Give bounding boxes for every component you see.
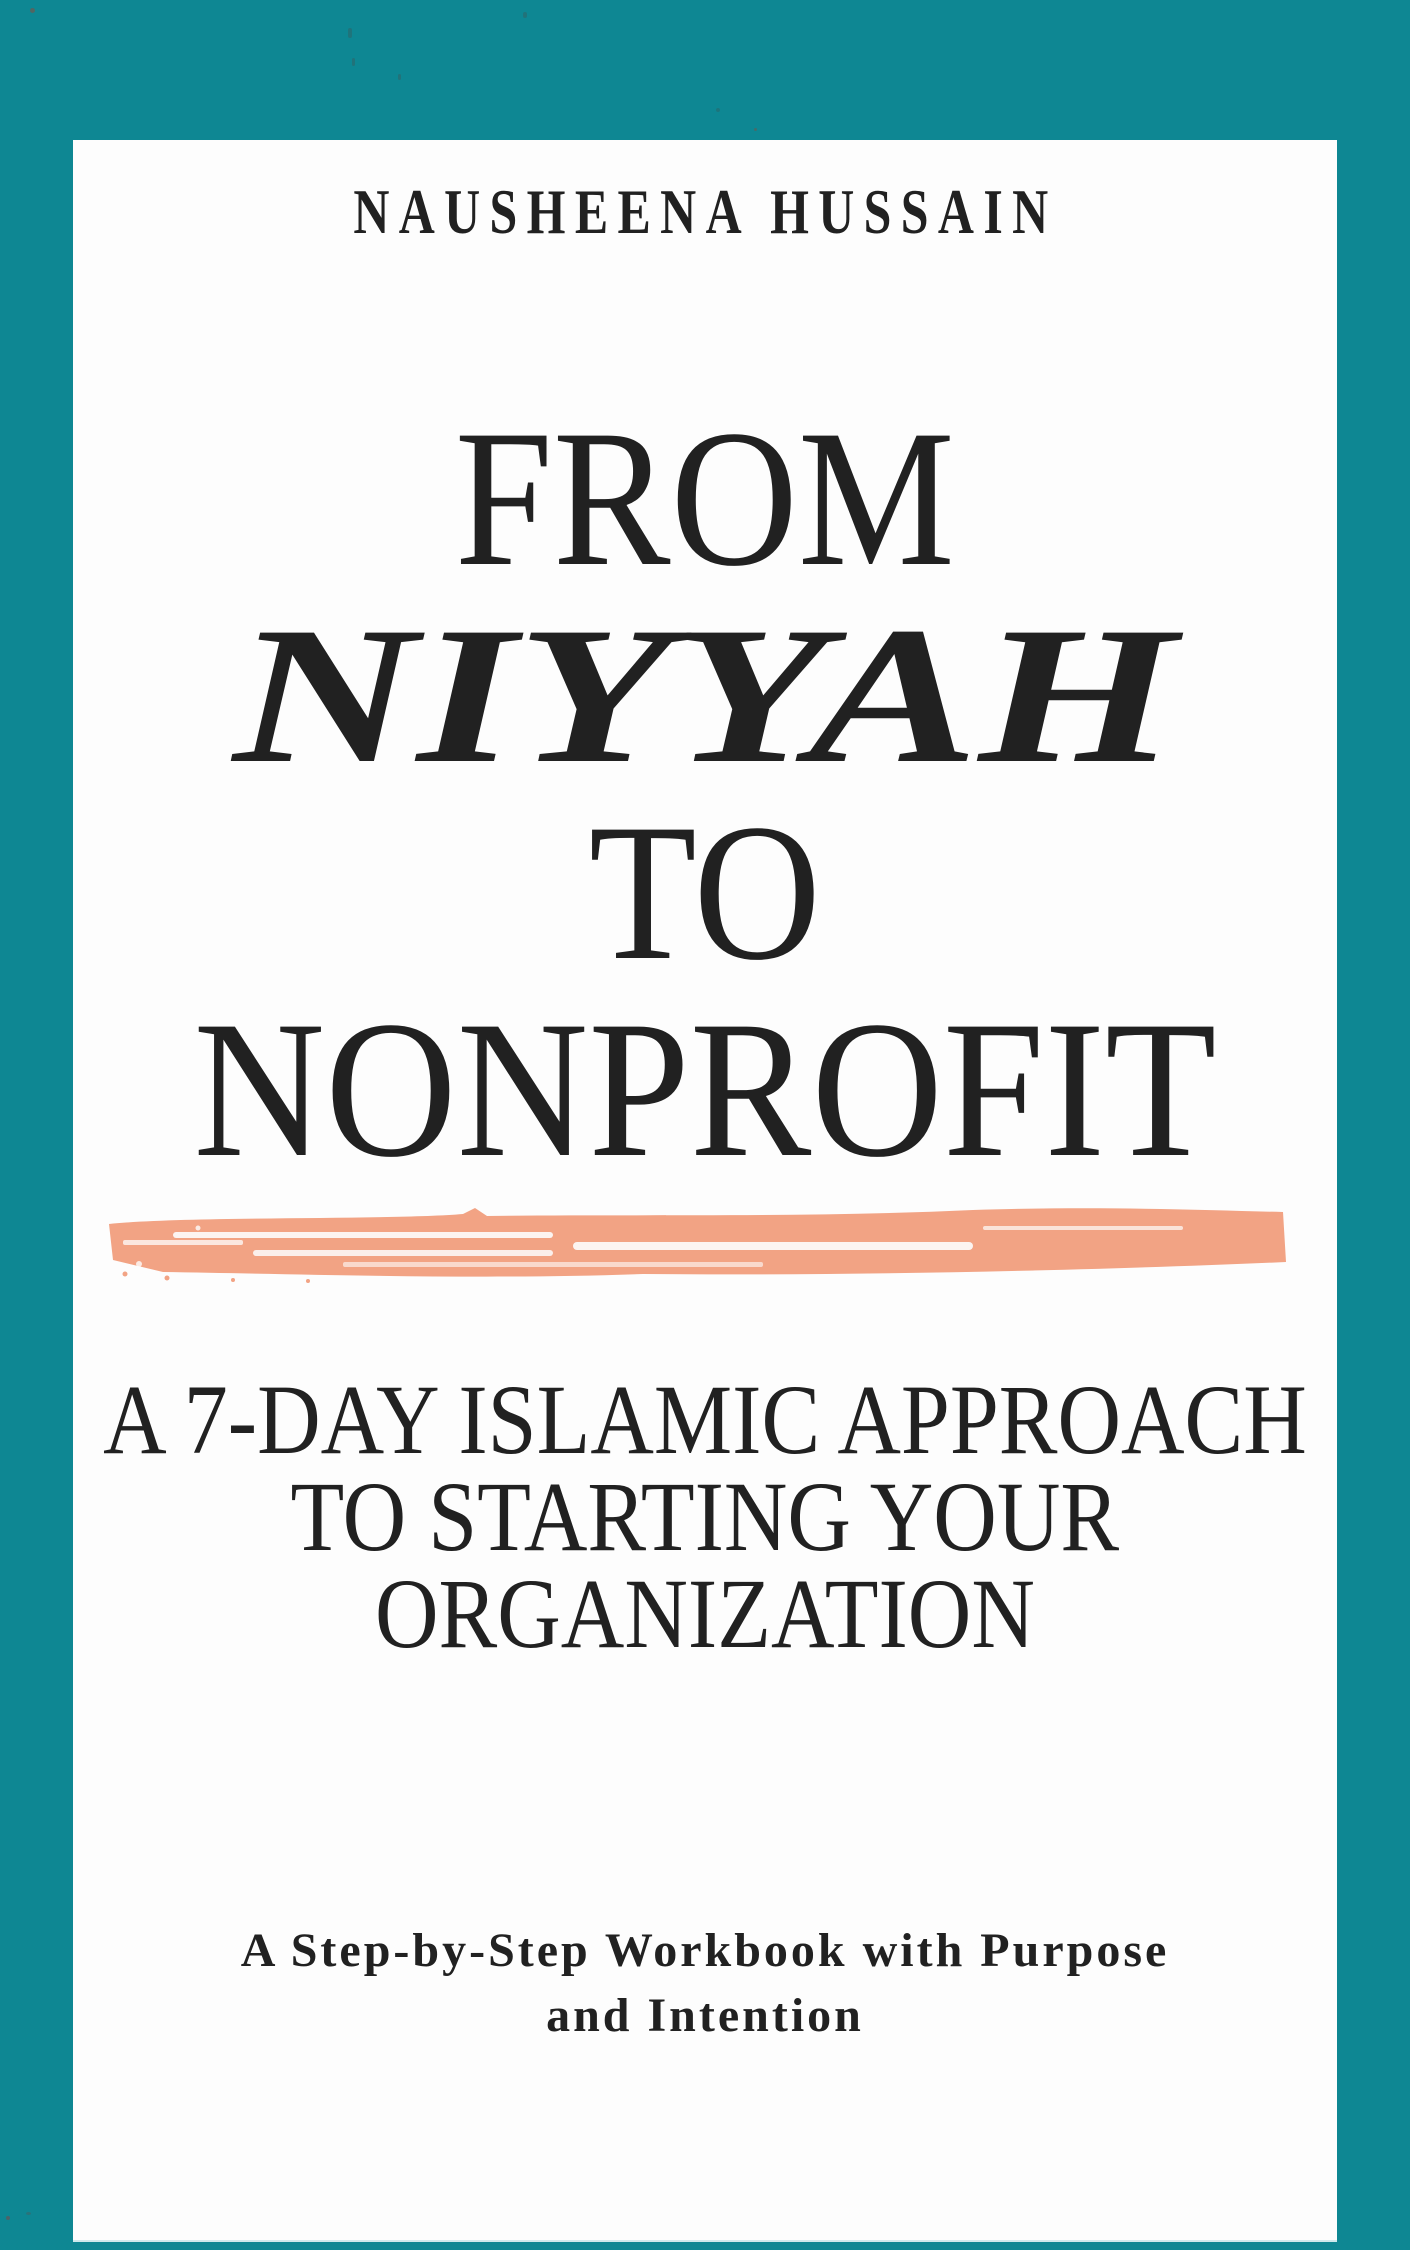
title-line-niyyah: NIYYAH: [233, 587, 1177, 804]
subtitle-line-1: A 7-DAY ISLAMIC APPROACH: [103, 1364, 1307, 1475]
title-line-to: TO: [589, 784, 821, 1001]
book-title: [0, 390, 1410, 1198]
scan-speckle: [754, 128, 757, 131]
book-subtitle: [0, 1364, 1410, 1669]
scan-speckle: [398, 74, 401, 80]
author-name-text: NAUSHEENA HUSSAIN: [352, 176, 1058, 247]
scan-speckle: [30, 8, 35, 13]
tagline-line-1: A Step-by-Step Workbook with Purpose: [240, 1924, 1170, 1977]
book-tagline: [0, 1918, 1410, 2048]
title-line-nonprofit: NONPROFIT: [193, 981, 1217, 1198]
author-name-row: [0, 176, 1410, 247]
subtitle-line-2: TO STARTING YOUR: [290, 1461, 1120, 1572]
brush-stroke-graphic: [103, 1202, 1289, 1284]
scan-speckle: [523, 12, 527, 18]
title-line-from: FROM: [454, 390, 956, 607]
scan-speckle: [716, 108, 720, 112]
scan-speckle: [348, 28, 352, 38]
tagline-line-2: and Intention: [546, 1989, 864, 2042]
scan-speckle: [6, 2216, 10, 2220]
scan-speckle: [352, 58, 355, 66]
scan-speckle: [26, 2212, 31, 2215]
subtitle-line-3: ORGANIZATION: [375, 1558, 1035, 1669]
